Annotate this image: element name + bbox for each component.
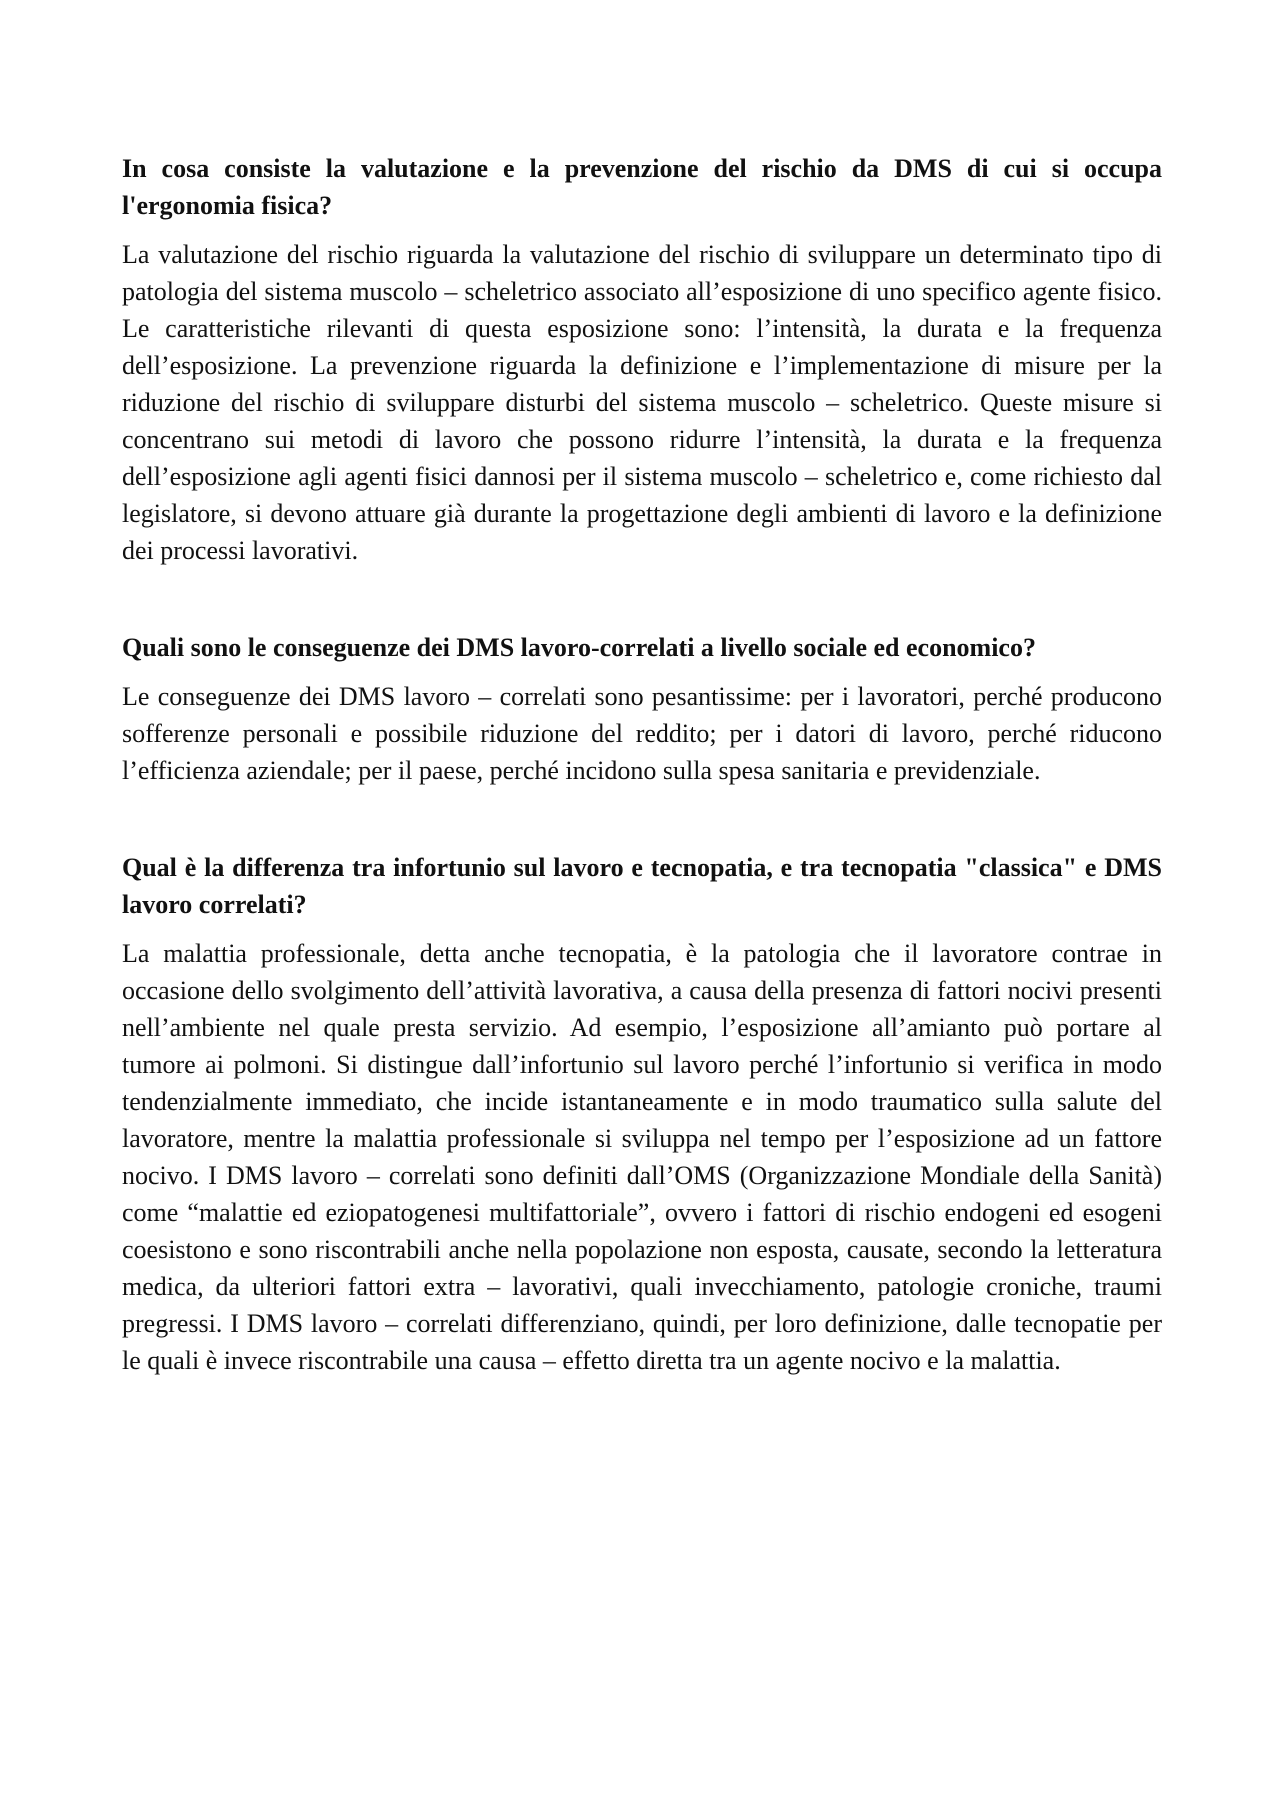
qa-section — [122, 629, 1162, 789]
question-heading: Qual è la differenza tra infortunio sul lavoro e tecnopatia, e tra tecnopatia "classica" e DMS lavoro correlati? — [122, 853, 1162, 919]
answer-paragraph: La malattia professionale, detta anche tecnopatia, è la patologia che il lavoratore contrae in occasione dello svolgimento dell’attività lavorativa, a causa della presenza di fattori nocivi presenti nell’ambiente nel quale presta servizio. Ad esempio, l’esposizione all’amianto può portare al tumore ai polmoni. Si distingue dall’infortunio sul lavoro perché l’infortunio si verifica in modo tendenzialmente immediato, che incide istantaneamente e in modo traumatico sulla salute del lavoratore, mentre la malattia professionale si sviluppa nel tempo per l’esposizione ad un fattore nocivo. I DMS lavoro – correlati sono definiti dall’OMS (Organizzazione Mondiale della Sanità) come “malattie ed eziopatogenesi multifattoriale”, ovvero i fattori di rischio endogeni ed esogeni coesistono e sono riscontrabili anche nella popolazione non esposta, causate, secondo la letteratura medica, da ulteriori fattori extra – lavorativi, quali invecchiamento, patologie croniche, traumi pregressi. I DMS lavoro – correlati differenziano, quindi, per loro definizione, dalle tecnopatie per le quali è invece riscontrabile una causa – effetto diretta tra un agente nocivo e la malattia. — [122, 939, 1162, 1375]
answer-paragraph: La valutazione del rischio riguarda la valutazione del rischio di sviluppare un determinato tipo di patologia del sistema muscolo – scheletrico associato all’esposizione di uno specifico agente fisico. Le caratteristiche rilevanti di questa esposizione sono: l’intensità, la durata e la frequenza dell’esposizione. La prevenzione riguarda la definizione e l’implementazione di misure per la riduzione del rischio di sviluppare disturbi del sistema muscolo – scheletrico. Queste misure si concentrano sui metodi di lavoro che possono ridurre l’intensità, la durata e la frequenza dell’esposizione agli agenti fisici dannosi per il sistema muscolo – scheletrico e, come richiesto dal legislatore, si devono attuare già durante la progettazione degli ambienti di lavoro e la definizione dei processi lavorativi. — [122, 240, 1162, 565]
question-heading: In cosa consiste la valutazione e la prevenzione del rischio da DMS di cui si occupa l'ergonomia fisica? — [122, 154, 1162, 220]
answer-paragraph: Le conseguenze dei DMS lavoro – correlati sono pesantissime: per i lavoratori, perché producono sofferenze personali e possibile riduzione del reddito; per i datori di lavoro, perché riducono l’efficienza aziendale; per il paese, perché incidono sulla spesa sanitaria e previdenziale. — [122, 682, 1162, 785]
question-heading: Quali sono le conseguenze dei DMS lavoro-correlati a livello sociale ed economico? — [122, 633, 1036, 662]
qa-section — [122, 150, 1162, 569]
qa-section — [122, 849, 1162, 1379]
document-body — [122, 150, 1162, 1379]
